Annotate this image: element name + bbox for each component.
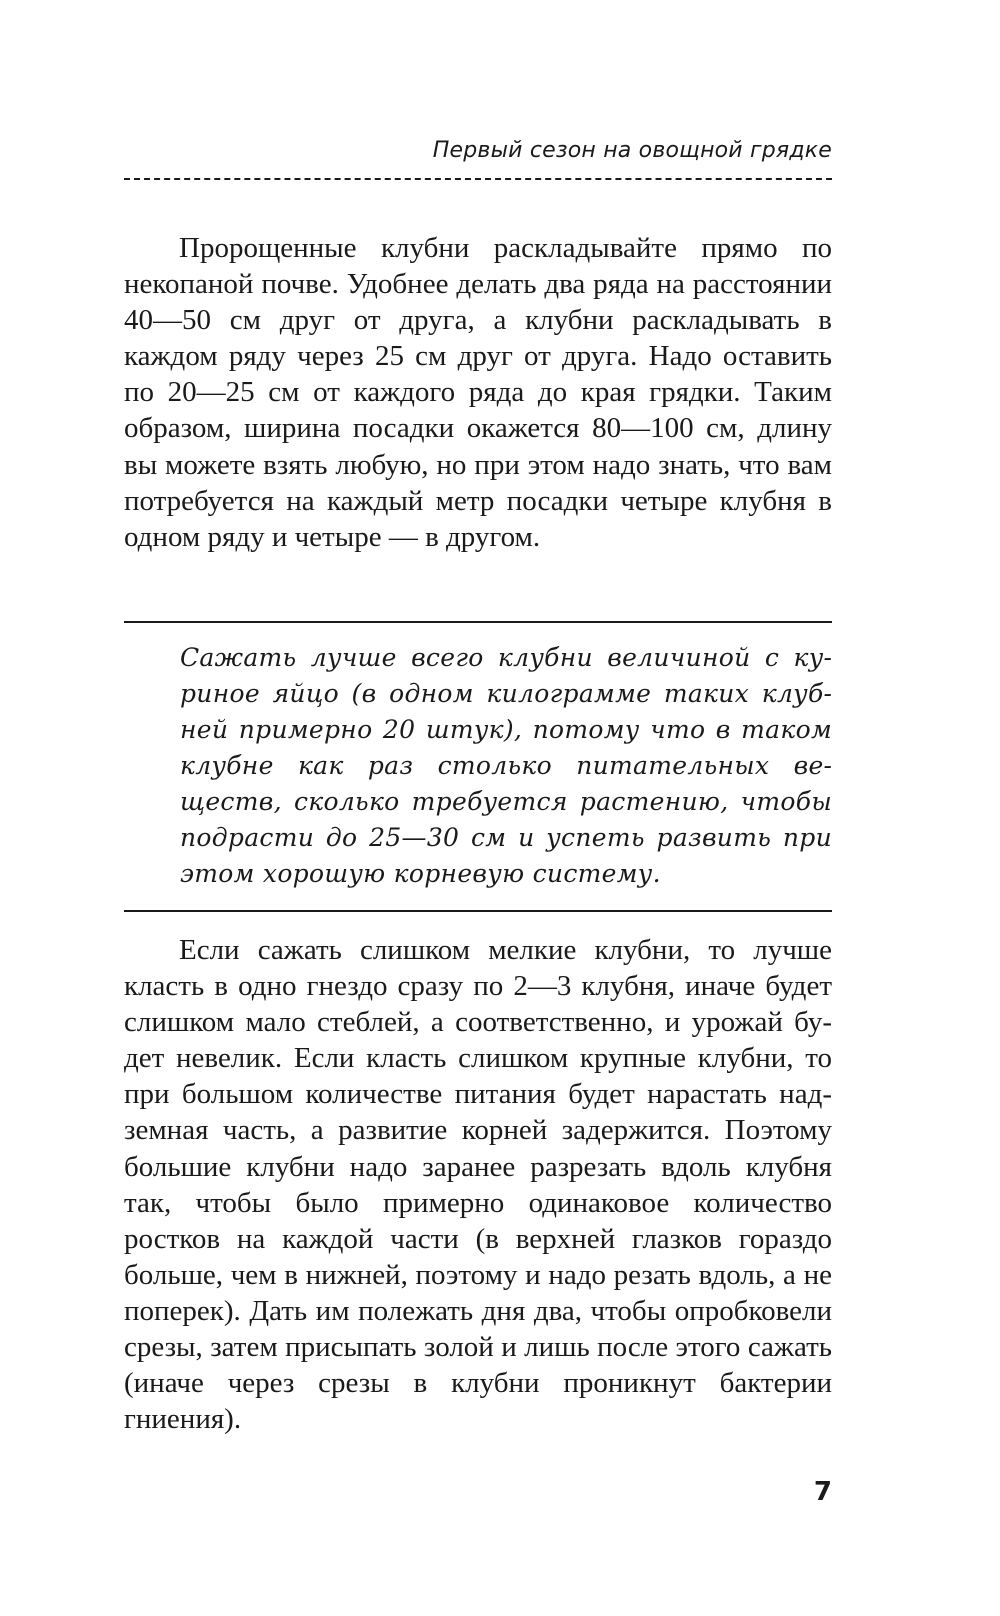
callout-bottom-rule [124,910,832,912]
callout-text: Сажать лучше всего клубни величиной с куриное яйцо (в одном килограмме таких клубней примерно 20 штук), потому что в таком клубне как раз столько питательных веществ, сколько требуется растению, чтобы подрасти до 25—30 см и успеть развить при этом хорошую корневую систему. [180,643,832,888]
paragraph-text: Пророщенные клубни раскладывайте прямо по некопаной почве. Удобнее делать два ряда на расстоянии 40—50 см друг от друга, а клубни раскладывать в каждом ряду через 25 см друг от друга. Надо оставить по 20—25 см от каждого ряда до края грядки. Таким образом, ширина посадки окажется 80—100 см, длину вы можете взять любую, но при этом надо знать, что вам потребуется на каждый метр посадки четыре клубня в одном ряду и четыре — в другом. [124,232,832,553]
page-number: 7 [813,1477,832,1507]
body-paragraph-2 [124,932,832,1437]
callout-box [180,640,832,892]
header-dashed-divider [124,178,832,180]
paragraph-text: Если сажать слишком мелкие клубни, то лучше класть в одно гнездо сразу по 2—3 клубня, иначе будет слишком мало стеблей, а соответственно, и урожай будет невелик. Если класть слишком крупные клубни, то при большом количестве питания будет нарастать надземная часть, а развитие корней задержится. Поэтому большие клубни надо заранее разрезать вдоль клубня так, чтобы было примерно одинаковое количество ростков на каждой части (в верхней глазков гораздо больше, чем в нижней, поэтому и надо резать вдоль, а не поперек). Дать им полежать дня два, чтобы опробковели срезы, затем присыпать золой и лишь после этого сажать (иначе через срезы в клубни проникнут бактерии гниения). [124,934,832,1436]
callout-top-rule [124,621,832,623]
body-paragraph-1 [124,230,832,555]
running-head-title: Первый сезон на овощной грядке [432,138,832,163]
